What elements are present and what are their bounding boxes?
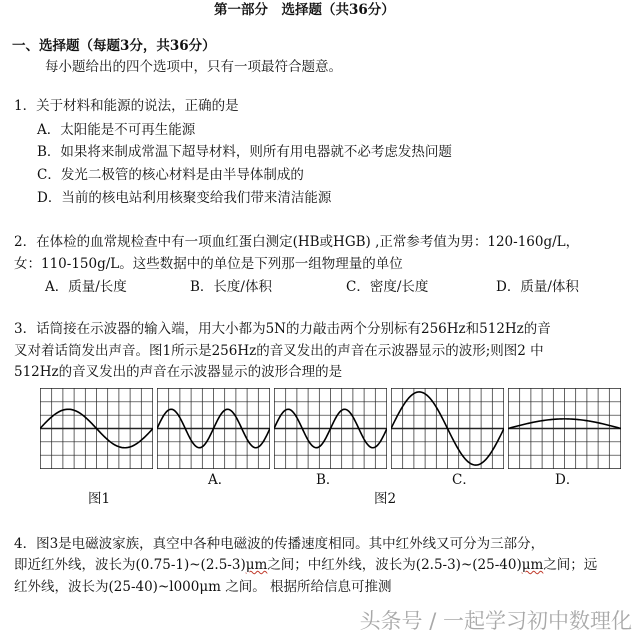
figure-2c-oscilloscope <box>391 388 504 469</box>
q1-option-b: B．如果将来制成常温下超导材料，则所有用电器就不必考虑发热问题 <box>37 144 452 160</box>
q4-line-2 <box>14 556 597 574</box>
q3-line-3: 512Hz的音叉发出的声音在示波器显示的波形合理的是 <box>14 364 343 380</box>
q1-option-d: D．当前的核电站利用核聚变给我们带来清洁能源 <box>37 190 332 206</box>
figure-1-oscilloscope <box>40 388 153 469</box>
q2-line-2: 女：110-150g/L。这些数据中的单位是下列那一组物理量的单位 <box>14 256 403 272</box>
q1-option-a: A．太阳能是不可再生能源 <box>37 122 196 138</box>
q2-option-b: B．长度/体积 <box>190 279 272 295</box>
figure-2a-oscilloscope <box>157 388 270 469</box>
q4-line-2-part-b: 之间；中红外线，波长为(2.5-3)~(25-40) <box>267 557 522 573</box>
q2-option-d: D．质量/体积 <box>496 279 579 295</box>
q1-option-c: C．发光二极管的核心材料是由半导体制成的 <box>37 167 304 183</box>
q1-stem: 1．关于材料和能源的说法，正确的是 <box>14 98 239 114</box>
q3-line-2: 叉对着话筒发出声音。图1所示是256Hz的音叉发出的声音在示波器显示的波形;则图2 中 <box>14 343 544 359</box>
q4-line-2-part-c: 之间；远 <box>543 557 598 573</box>
q3-line-1: 3．话筒接在示波器的输入端，用大小都为5N的力敲击两个分别标有256Hz和512Hz的音 <box>14 321 551 337</box>
option-a-label: A． <box>208 472 232 488</box>
part-title: 第一部分 选择题（共36分） <box>214 2 395 18</box>
watermark: 头条号 / 一起学习初中数理化 <box>359 609 632 633</box>
section-instruction: 每小题给出的四个选项中，只有一项最符合题意。 <box>45 59 342 75</box>
q4-line-3: 红外线，波长为(25-40)~l000μm 之间。 根据所给信息可推测 <box>14 579 392 595</box>
q4-unit-um-2: μm <box>521 557 544 573</box>
option-c-label: C． <box>452 472 476 488</box>
q4-line-2-part-a: 即近红外线，波长为(0.75-1)~(2.5-3) <box>14 557 246 573</box>
q4-line-1: 4．图3是电磁波家族，真空中各种电磁波的传播速度相同。其中红外线又可分为三部分， <box>14 536 545 552</box>
q4-unit-um-1: μm <box>245 557 268 573</box>
q2-option-a: A．质量/长度 <box>45 279 127 295</box>
figure-2d-oscilloscope <box>508 388 621 469</box>
figure-2-caption: 图2 <box>374 491 397 507</box>
option-b-label: B． <box>316 472 340 488</box>
q2-option-c: C．密度/长度 <box>346 279 429 295</box>
figure-2b-oscilloscope <box>274 388 387 469</box>
q2-line-1: 2．在体检的血常规检查中有一项血红蛋白测定(HB或HGB) ,正常参考值为男：120-160g/L， <box>14 234 580 250</box>
section-heading: 一、选择题（每题3分，共36分） <box>12 38 216 54</box>
figure-1-caption: 图1 <box>88 491 111 507</box>
option-d-label: D． <box>555 472 580 488</box>
